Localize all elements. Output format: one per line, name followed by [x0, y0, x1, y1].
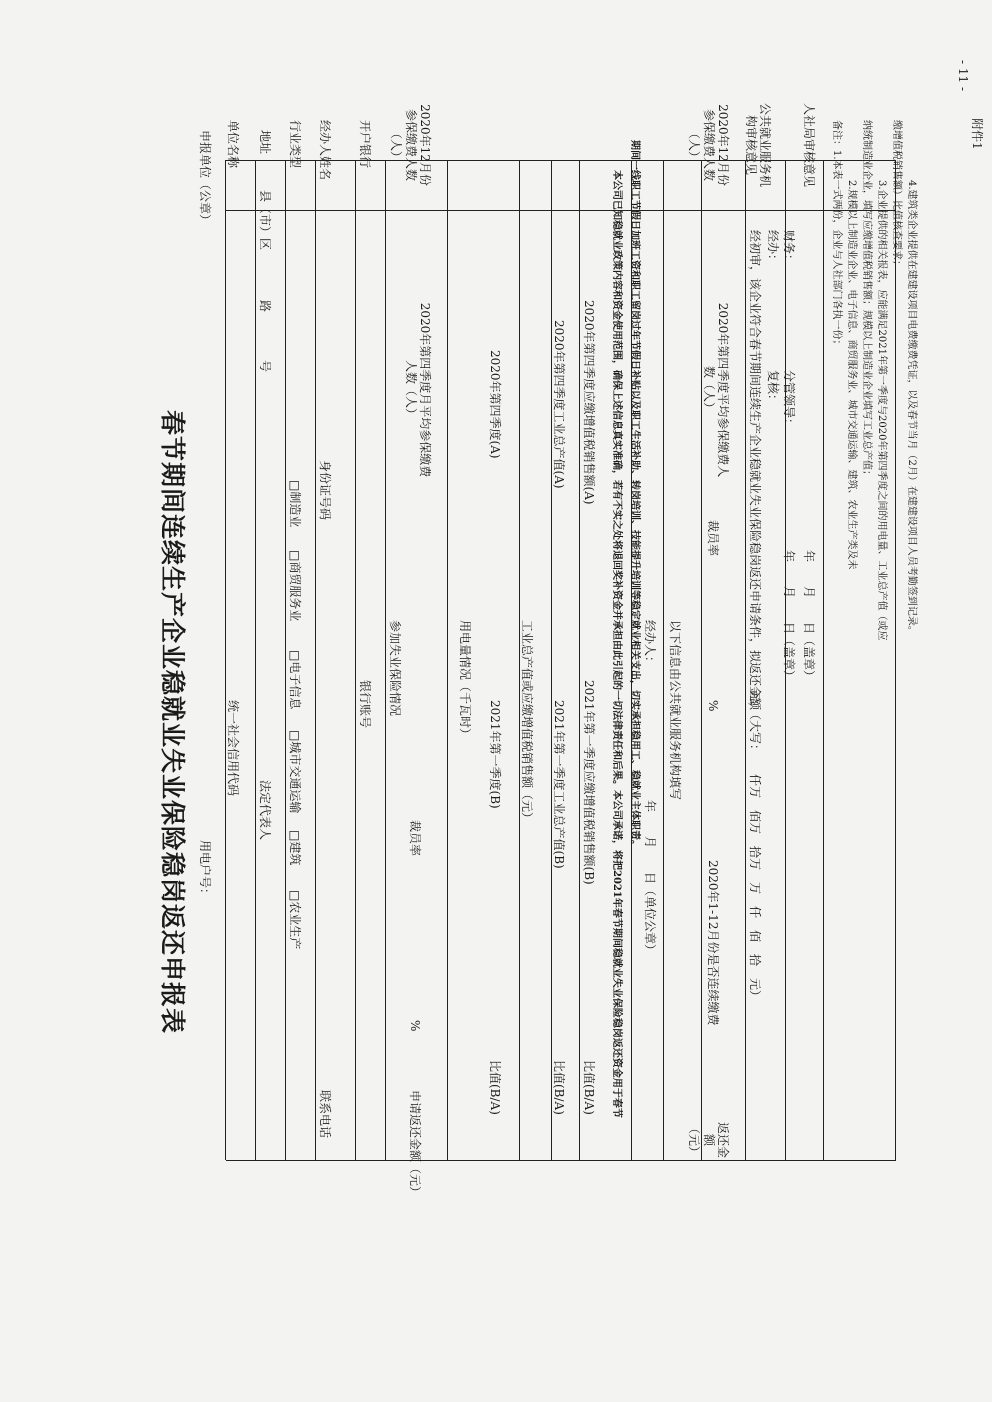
output-q4-vat-label: 2020年第四季度应缴增值税销售额(A)	[582, 300, 596, 505]
leader-label: 分管领导：	[782, 370, 796, 431]
industry-option-manufacturing[interactable]: □制造业	[288, 480, 302, 528]
percent-sign: %	[408, 1020, 422, 1032]
note-2a: 2.规模以上制造业企业、电子信息、商贸服务业、城市交通运输、建筑、农业生产类及未	[846, 180, 857, 570]
address-county: 县（市）区	[258, 190, 272, 251]
refund-amount-label: 返还金额（元）	[687, 1121, 730, 1158]
id-number-label: 身份证号码	[318, 460, 332, 521]
industry-option-construction[interactable]: □建筑	[288, 830, 302, 866]
review-layoff-rate-label: 裁员率	[706, 520, 720, 557]
recheck-label: 复核：	[766, 370, 780, 407]
industry-label: 行业类型	[288, 120, 302, 169]
agent-name-label: 经办人姓名	[318, 120, 332, 181]
power-ratio-label: 比值(B/A)	[488, 1060, 502, 1115]
unit-name-label: 单位名称	[226, 120, 240, 169]
output-ratio-vat-label: 比值(B/A)	[582, 1060, 596, 1115]
power-section-label: 用电量情况（千瓦时）	[458, 620, 472, 741]
promise-date-seal: 年 月 日（单位公章）	[643, 800, 657, 957]
hrss-date-seal: 年 月 日（盖章）	[802, 550, 816, 683]
dec-count-label: 2020年12月份参保缴费人数（人）	[389, 104, 432, 186]
bank-account-label: 银行账号	[358, 680, 372, 729]
review-dec-count-label: 2020年12月份参保缴费人数（人）	[687, 104, 730, 186]
output-ratio-ind-label: 比值(B/A)	[552, 1060, 566, 1115]
applicant-label: 申报单位（公章）	[198, 130, 212, 227]
hrss-label: 人社局审核意见	[802, 102, 816, 187]
review-q4-avg-label: 2020年第四季度平均参保缴费人数（人）	[701, 302, 730, 478]
phone-label: 联系电话	[318, 1090, 332, 1139]
industry-option-commerce[interactable]: □商贸服务业	[288, 550, 302, 622]
agency-date-seal: 年 月 日（盖章）	[782, 550, 796, 683]
promise-line1: 本公司已知稳就业政策内容和资金使用范围，确保上述信息真实准确，若有不实之处将退回奖补资金并承担由此引起的一切法律责任和后果。本公司承诺，将把2021年春节期间稳就业失业保险稳岗返还资金用于春节	[611, 170, 622, 1118]
promise-line2: 期间一线职工节假日加班工资和职工留岗过年节假日补贴以及职工生活补助、转岗培训、技能提升培训等稳定就业相关支出，切实承担稳用工、稳就业主体职责。	[629, 140, 640, 850]
output-section-label: 工业总产值或应缴增值税销售额（元）	[520, 620, 534, 825]
note-3b: 缴增值税销售额）比值核查要求；	[891, 120, 902, 270]
agency-label: 公共就业服务机构审核意见	[743, 102, 772, 187]
table-edge-line	[225, 160, 226, 1160]
handler-label: 经办：	[766, 230, 780, 267]
review-section-label: 以下信息由公共就业服务机构填写	[668, 620, 682, 801]
industry-option-agriculture[interactable]: □农业生产	[288, 890, 302, 950]
agency-amount-units: 元，（大写： 仟万 佰万 拾万 万 仟 佰 拾 元）	[748, 690, 762, 1003]
electricity-account-label: 用电户号：	[198, 840, 212, 901]
legal-rep-label: 法定代表人	[258, 780, 272, 841]
continuous-payment-label: 2020年1-12月份是否连续缴费	[706, 860, 720, 1026]
agency-text: 经初审，该企业符合春节期间连续生产企业稳就业失业保险稳岗返还申请条件，拟返还金额	[748, 230, 762, 711]
promise-agent: 经办人：	[643, 620, 657, 669]
note-2b: 纳统制造业企业，填写应缴增值税销售额；规模以上制造业企业填写工业总产值；	[861, 120, 872, 480]
page-number: - 11 -	[956, 60, 970, 92]
output-q4-ind-label: 2020年第四季度工业总产值(A)	[552, 320, 566, 489]
attachment-label: 附件1	[970, 118, 984, 150]
apply-amount-label: 申请返还金额（元）	[408, 1090, 422, 1199]
review-percent-sign: %	[706, 700, 720, 712]
address-number: 号	[258, 360, 272, 373]
power-q4-label: 2020年第四季度(A)	[488, 350, 502, 459]
output-q1-ind-label: 2021年第一季度工业总产值(B)	[552, 700, 566, 869]
bank-label: 开户银行	[358, 120, 372, 169]
form-title: 春节期间连续生产企业稳就业失业保险稳岗返还申报表	[158, 410, 187, 1035]
note-1: 备注：1.本表一式两份，企业与人社部门各执一份；	[831, 120, 842, 350]
industry-option-electronics[interactable]: □电子信息	[288, 650, 302, 710]
note-4: 4.建筑类企业提供在建建设项目电费缴费凭证，以及春节当月（2月）在建建设项目人员考勤签到记录。	[906, 180, 917, 636]
industry-option-transport[interactable]: □城市交通运输	[288, 730, 302, 814]
q4-avg-label: 2020年第四季度月平均参保缴费人数（人）	[403, 302, 432, 478]
power-q1-label: 2021年第一季度(B)	[488, 700, 502, 809]
address-road: 路	[258, 300, 272, 313]
layoff-rate-label: 裁员率	[408, 820, 422, 857]
output-q1-vat-label: 2021年第一季度应缴增值税销售额(B)	[582, 680, 596, 885]
address-label: 地址	[258, 130, 272, 155]
insurance-section-label: 参加失业保险情况	[388, 620, 402, 717]
note-3a: 3.企业提供的相关报表，应能满足2021年第一季度与2020年第四季度之间的用电量、工业总产值（或应	[876, 180, 887, 641]
credit-code-label: 统一社会信用代码	[226, 700, 240, 797]
finance-label: 财务：	[782, 230, 796, 267]
